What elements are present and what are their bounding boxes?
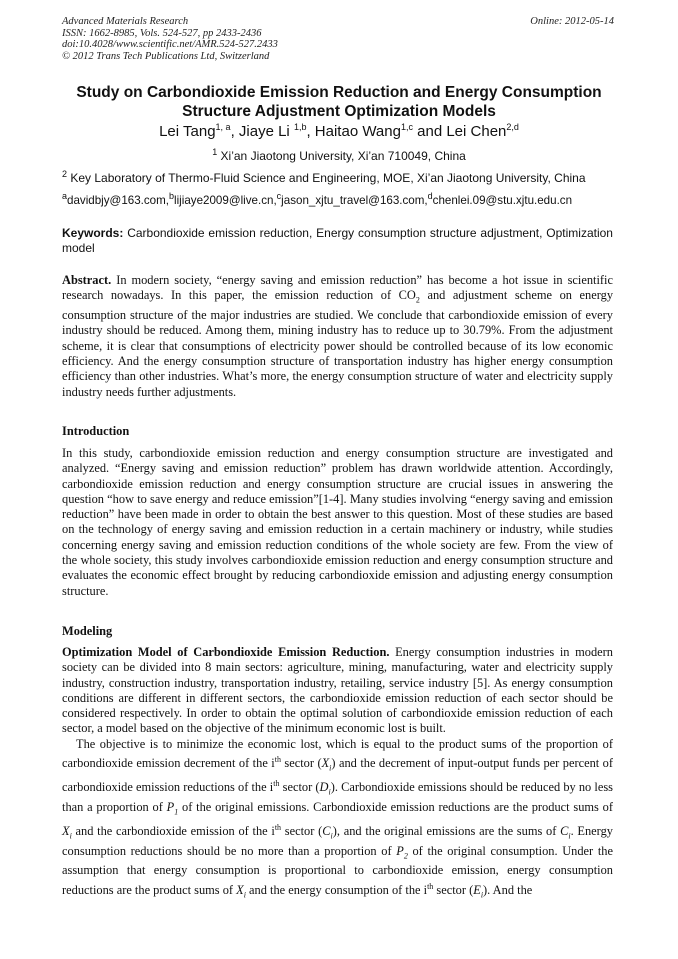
keywords [62,226,613,256]
author-name: Jiaye Li [238,123,290,140]
affiliation-1: $^1$ Xi’an Jiaotong University, Xi’an 710049, China [212,147,466,163]
abstract-label: Abstract. [62,273,112,287]
author-name: Haitao Wang [314,123,401,140]
author-list: Lei Tang$^{1, a}$, Jiaye Li $^{1,b}$, Haitao Wang$^{1,c}$ and Lei Chen$^{2,d}$ [159,122,519,140]
section-heading-introduction: Introduction [62,424,130,438]
email-link[interactable]: lijiaye2009@live.cn, [174,194,277,207]
paper-title: Study on Carbondioxide Emission Reduction and Energy Consumption Structure Adjustment Optimization Models [76,84,602,120]
author-affil-sup: 1,c [400,122,413,132]
author-emails: $^a$davidbjy@163.com,$^b$lijiaye2009@live.cn,$^c$jason_xjtu_travel@163.com,$^d$chenlei.09@stu.xjtu.edu.cn [62,191,573,207]
keywords-label: Keywords: [62,226,124,240]
online-date: Online: 2012-05-14 [530,16,614,27]
author-name: Lei Chen [446,123,507,140]
abstract: Abstract. In modern society, “energy saving and emission reduction” has become a hot issue in scientific research nowadays. In this paper, the emission reduction of $CO_2$ and adjustment scheme on energy consumption structure of the major industries are studied. We conclude that carbondioxide emission of every industry should be reduced. Among them, mining industry has to reduce up to 30.79%. From the adjustment scheme, it is clear that consumptions of electricity power should be controlled because of its low economic efficiency. And the energy consumption structure of transportation industry has higher energy consumption efficiency than other industries. What’s more, the energy consumption structure of water and electricity supply industry needs further adjustments. [62,273,614,399]
author-affil-sup: 1,b [293,122,307,132]
keywords-text: Carbondioxide emission reduction, Energy consumption structure adjustment, Optimization model [62,226,613,255]
subsection-label: Optimization Model of Carbondioxide Emission Reduction. [62,645,390,659]
author-affil-sup: 1, a [215,122,231,132]
modeling-text: Optimization Model of Carbondioxide Emission Reduction. Energy consumption industries in modern society can be divided into 8 main sectors: agriculture, mining, manufacturing, water and electricity supply industry, construction industry, transportation industry, retailing, service industry [5]. As energy consumption conditions are different in different sectors, the carbondioxide emission reduction of each sector should be considered respectively. In order to obtain the optimal solution of carbondioxide emission reduction of each sector, a model based on the objective of the minimum economic lost is built. The objective is to minimize the economic lost, which is equal to the product sums of the proportion of carbondioxide emission decrement of the $i^{th}$ sector $(X_i)$ and the decrement of input-output funds per percent of carbondioxide emission reductions of the $i^{th}$ sector $(D_i)$. Carbondioxide emissions should be reduced by no less than a proportion of $P_1$ of the original emissions. Carbondioxide emission reductions are the product sums of $X_i$ and the carbondioxide emission of the $i^{th}$ sector $(C_i)$, and the original emissions are the sums of $C_i$. Energy consumption reductions should be no more than a proportion of $P_2$ of the original consumption. Under the assumption that energy consumption is proportional to carbondioxide emission, energy consumption reductions are the product sums of $X_i$ and the energy consumption of the $i^{th}$ sector $(E_i)$. And the [62,645,613,900]
email-link[interactable]: chenlei.09@stu.xjtu.edu.cn [432,194,573,207]
issn-line: ISSN: 1662-8985, Vols. 524-527, pp 2433-2436 [62,27,262,39]
section-heading-modeling: Modeling [62,624,113,638]
introduction-text: In this study, carbondioxide emission reduction and energy consumption structure are investigated and analyzed. “Energy saving and emission reduction” problem has drawn worldwide attention. Accordingly, carbondioxide emission reduction and energy consumption structure are crucial issues in answering the question “how to save energy and reduce emission”[1-4]. Many studies involving “energy saving and emission reduction” have been made in order to obtain the best answer to this question. Most of these studies are based on the technology of energy saving and emission reduction in a certain machinery or industry, while studies concerning energy saving and emission reduction conditions of the whole society are few. From the view of the whole society, this study involves carbondioxide emission reduction and energy consumption structure and evaluates the economic effect brought by reducing carbondioxide emission and adjusting energy consumption structure. [62,446,613,598]
journal-header [62,16,278,62]
email-link[interactable]: davidbjy@163.com, [67,194,170,207]
affiliation-2: $^2$ Key Laboratory of Thermo-Fluid Science and Engineering, MOE, Xi’an Jiaotong University, China [62,169,586,185]
copyright-line: © 2012 Trans Tech Publications Ltd, Switzerland [62,50,270,62]
doi-line[interactable]: doi:10.4028/www.scientific.net/AMR.524-527.2433 [62,39,278,50]
journal-name: Advanced Materials Research [62,16,189,27]
author-name: Lei Tang [159,123,216,140]
author-affil-sup: 2,d [506,122,519,132]
email-link[interactable]: jason_xjtu_travel@163.com, [281,194,428,207]
